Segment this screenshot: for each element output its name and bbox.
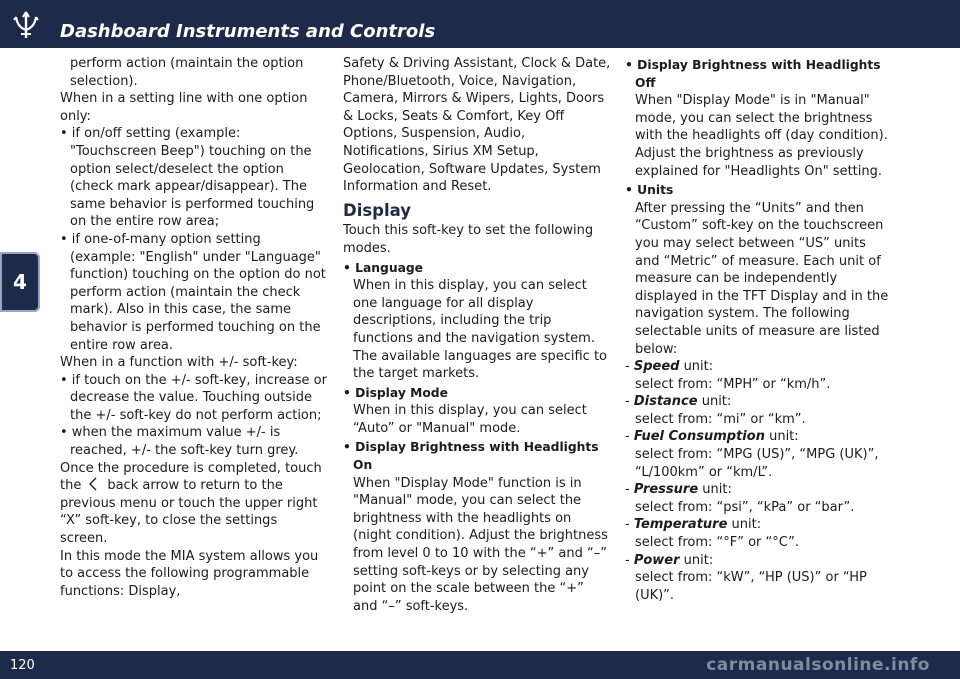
- unit-heading: [625, 552, 893, 570]
- dash: -: [625, 517, 634, 533]
- paragraph: After pressing the “Units” and then “Custom” soft-key on the touchscreen you may select between “US” units and “Metric” of measure. Each unit of measure can be independently displayed in the TFT Display and in the navigation system. The following selectable units of measure are listed below:: [635, 200, 889, 357]
- unit-heading: [625, 481, 893, 499]
- text-span: back arrow to return to the previous menu or touch the upper right “X” soft-key, to close the settings screen.: [60, 478, 318, 547]
- paragraph: Touch this soft-key to set the following modes.: [343, 223, 594, 256]
- bullet-item: • if on/off setting (example: "Touchscreen Beep") touching on the option select/deselect the option (check mark appear/disappear). The same behavior is performed touching on the entire row area;: [60, 126, 315, 230]
- unit-suffix: unit:: [764, 429, 799, 445]
- dash: -: [625, 429, 634, 445]
- dash: -: [625, 552, 634, 568]
- unit-suffix: unit:: [697, 394, 732, 410]
- paragraph: Safety & Driving Assistant, Clock & Date, Phone/Bluetooth, Voice, Navigation, Camera, Mirrors & Wipers, Lights, Doors & Locks, Seats & Comfort, Key Off Options, Suspension, Audio, Notifications, Sirius XM Setup, Geolocation, Software Updates, System Information and Reset.: [343, 56, 611, 195]
- paragraph: When in this display, you can select “Auto” or "Manual" mode.: [353, 403, 587, 436]
- unit-suffix: unit:: [727, 517, 762, 533]
- bullet-heading: • Display Brightness with Headlights Off: [625, 58, 881, 90]
- bullet-item: • if touch on the +/- soft-key, increase or decrease the value. Touching outside the +/- soft-key do not perform action;: [60, 372, 327, 423]
- unit-options: select from: “°F” or “°C”.: [635, 535, 799, 551]
- unit-options: select from: “MPG (US)”, “MPG (UK)”, “L/100km” or “km/L”.: [635, 447, 879, 480]
- unit-heading: [625, 428, 893, 446]
- unit-name: Pressure: [633, 482, 699, 498]
- unit-name: Fuel Consumption: [633, 429, 765, 445]
- bullet-item: • if one-of-many option setting (example: "English" under "Language" function) touching on the option do not perform action (maintain the check mark). Also in this case, the same behavior is performed touching on the entire row area.: [60, 231, 326, 353]
- dash: -: [625, 482, 634, 498]
- unit-suffix: unit:: [679, 359, 714, 375]
- unit-name: Temperature: [633, 517, 728, 533]
- trident-logo-icon: [10, 9, 42, 41]
- unit-name: Distance: [633, 394, 698, 410]
- text-span: Once the procedure is completed, touch the: [60, 460, 322, 494]
- paragraph: When "Display Mode" function is in "Manual" mode, you can select the brightness with the headlights on (night condition). Adjust the brightness from level 0 to 10 with the “+” and “–” setting soft-keys or by selecting any point on the scale between the “+” and “–” soft-keys.: [353, 475, 608, 614]
- unit-options: select from: “kW”, “HP (US)” or “HP (UK)”.: [635, 570, 867, 603]
- paragraph: When in a setting line with one option only:: [60, 91, 308, 124]
- bullet-heading: • Language: [343, 260, 424, 275]
- paragraph: In this mode the MIA system allows you to access the following programmable functions: Display,: [60, 548, 319, 599]
- text-column-2: [343, 55, 611, 615]
- unit-options: select from: “psi”, “kPa” or “bar”.: [635, 499, 855, 515]
- bullet-heading: • Display Mode: [343, 385, 448, 400]
- unit-heading: [625, 358, 893, 376]
- unit-suffix: unit:: [679, 552, 714, 568]
- chapter-tab: [0, 252, 40, 312]
- unit-suffix: unit:: [698, 482, 732, 498]
- unit-options: select from: “mi” or “km”.: [635, 411, 806, 427]
- unit-options: select from: “MPH” or “km/h”.: [635, 376, 831, 392]
- page-title: Dashboard Instruments and Controls: [60, 21, 436, 42]
- unit-heading: [625, 393, 893, 411]
- unit-name: Speed: [633, 359, 680, 375]
- bullet-item: • when the maximum value +/- is reached, +/- the soft-key turn grey.: [60, 425, 299, 459]
- chapter-number: 4: [13, 270, 27, 294]
- page-footer: [0, 651, 960, 679]
- paragraph: perform action (maintain the option selection).: [70, 56, 304, 89]
- section-title: Display: [343, 200, 412, 220]
- bullet-heading: • Display Brightness with Headlights On: [343, 440, 599, 473]
- paragraph: When in a function with +/- soft-key:: [60, 355, 298, 371]
- page-header: [0, 0, 960, 48]
- page-number: 120: [10, 658, 35, 673]
- watermark: carmanualsonline.info: [706, 655, 930, 675]
- paragraph: [60, 460, 328, 548]
- dash: -: [625, 359, 634, 375]
- dash: -: [625, 394, 634, 410]
- unit-name: Power: [633, 552, 680, 568]
- paragraph: When "Display Mode" is in "Manual" mode, you can select the brightness with the headlights off (day condition). Adjust the brightness as previously explained for "Headlights On" setting.: [635, 93, 888, 179]
- bullet-heading: • Units: [625, 183, 674, 198]
- unit-heading: [625, 516, 893, 534]
- paragraph: When in this display, you can select one language for all display descriptions, including the trip functions and the navigation system. The available languages are specific to the target markets.: [353, 278, 608, 382]
- text-column-1: [60, 55, 328, 600]
- text-column-3: [625, 55, 893, 604]
- back-arrow-icon: [85, 477, 103, 491]
